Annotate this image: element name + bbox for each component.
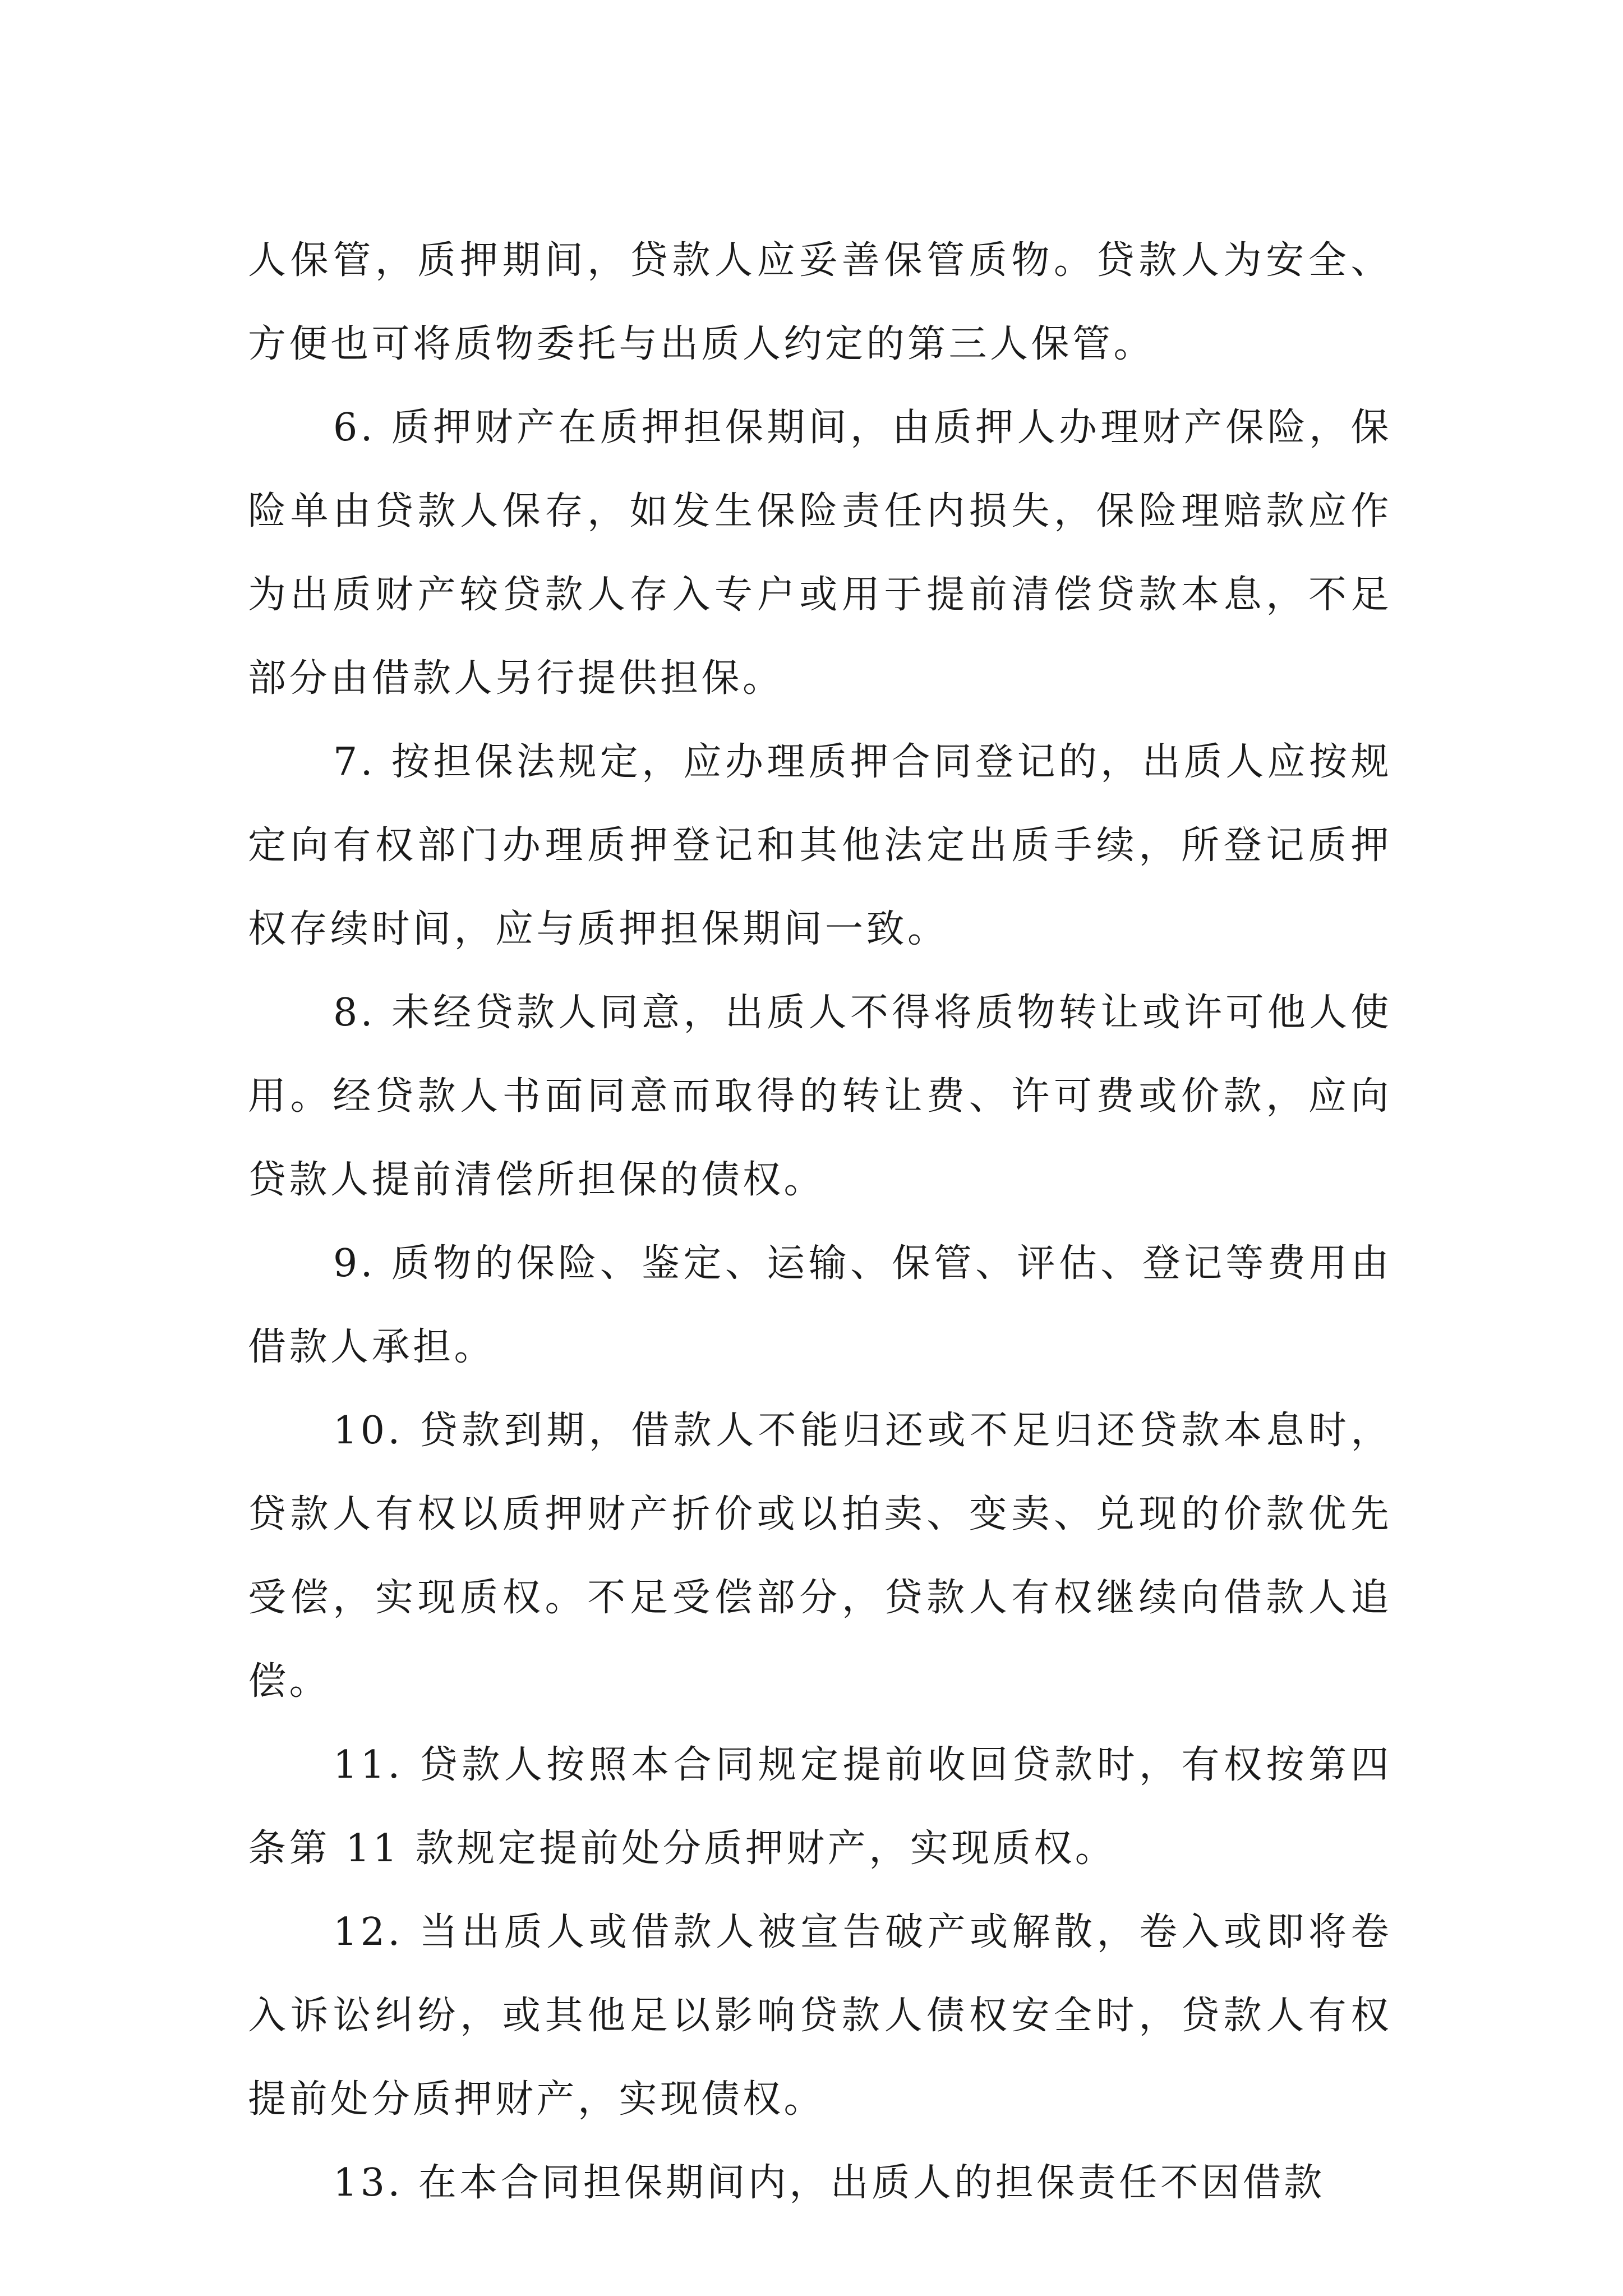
paragraph-clause-11: 11. 贷款人按照本合同规定提前收回贷款时，有权按第四条第 11 款规定提前处分质押财产，实现质权。: [248, 1743, 1392, 1871]
document-body: [248, 219, 1392, 2225]
paragraph-clause-8: 8. 未经贷款人同意，出质人不得将质物转让或许可他人使用。经贷款人书面同意而取得的转让费、许可费或价款，应向贷款人提前清偿所担保的债权。: [248, 991, 1392, 1202]
paragraph-clause-12: 12. 当出质人或借款人被宣告破产或解散，卷入或即将卷入诉讼纠纷，或其他足以影响贷款人债权安全时，贷款人有权提前处分质押财产，实现债权。: [248, 1910, 1392, 2122]
paragraph-clause-7: 7. 按担保法规定，应办理质押合同登记的，出质人应按规定向有权部门办理质押登记和其他法定出质手续，所登记质押权存续时间，应与质押担保期间一致。: [248, 740, 1392, 951]
paragraph-continued-custody: 人保管，质押期间，贷款人应妥善保管质物。贷款人为安全、方便也可将质物委托与出质人约定的第三人保管。: [248, 238, 1392, 366]
paragraph-clause-9: 9. 质物的保险、鉴定、运输、保管、评估、登记等费用由借款人承担。: [248, 1241, 1392, 1369]
paragraph-clause-13: 13. 在本合同担保期间内，出质人的担保责任不因借款: [333, 2161, 1325, 2205]
paragraph-clause-10: 10. 贷款到期，借款人不能归还或不足归还贷款本息时，贷款人有权以质押财产折价或以拍卖、变卖、兑现的价款优先受偿，实现质权。不足受偿部分，贷款人有权继续向借款人追偿。: [248, 1409, 1392, 1704]
paragraph-clause-6: 6. 质押财产在质押担保期间，由质押人办理财产保险，保险单由贷款人保存，如发生保险责任内损失，保险理赔款应作为出质财产较贷款人存入专户或用于提前清偿贷款本息，不足部分由借款人另行提供担保。: [248, 406, 1392, 701]
